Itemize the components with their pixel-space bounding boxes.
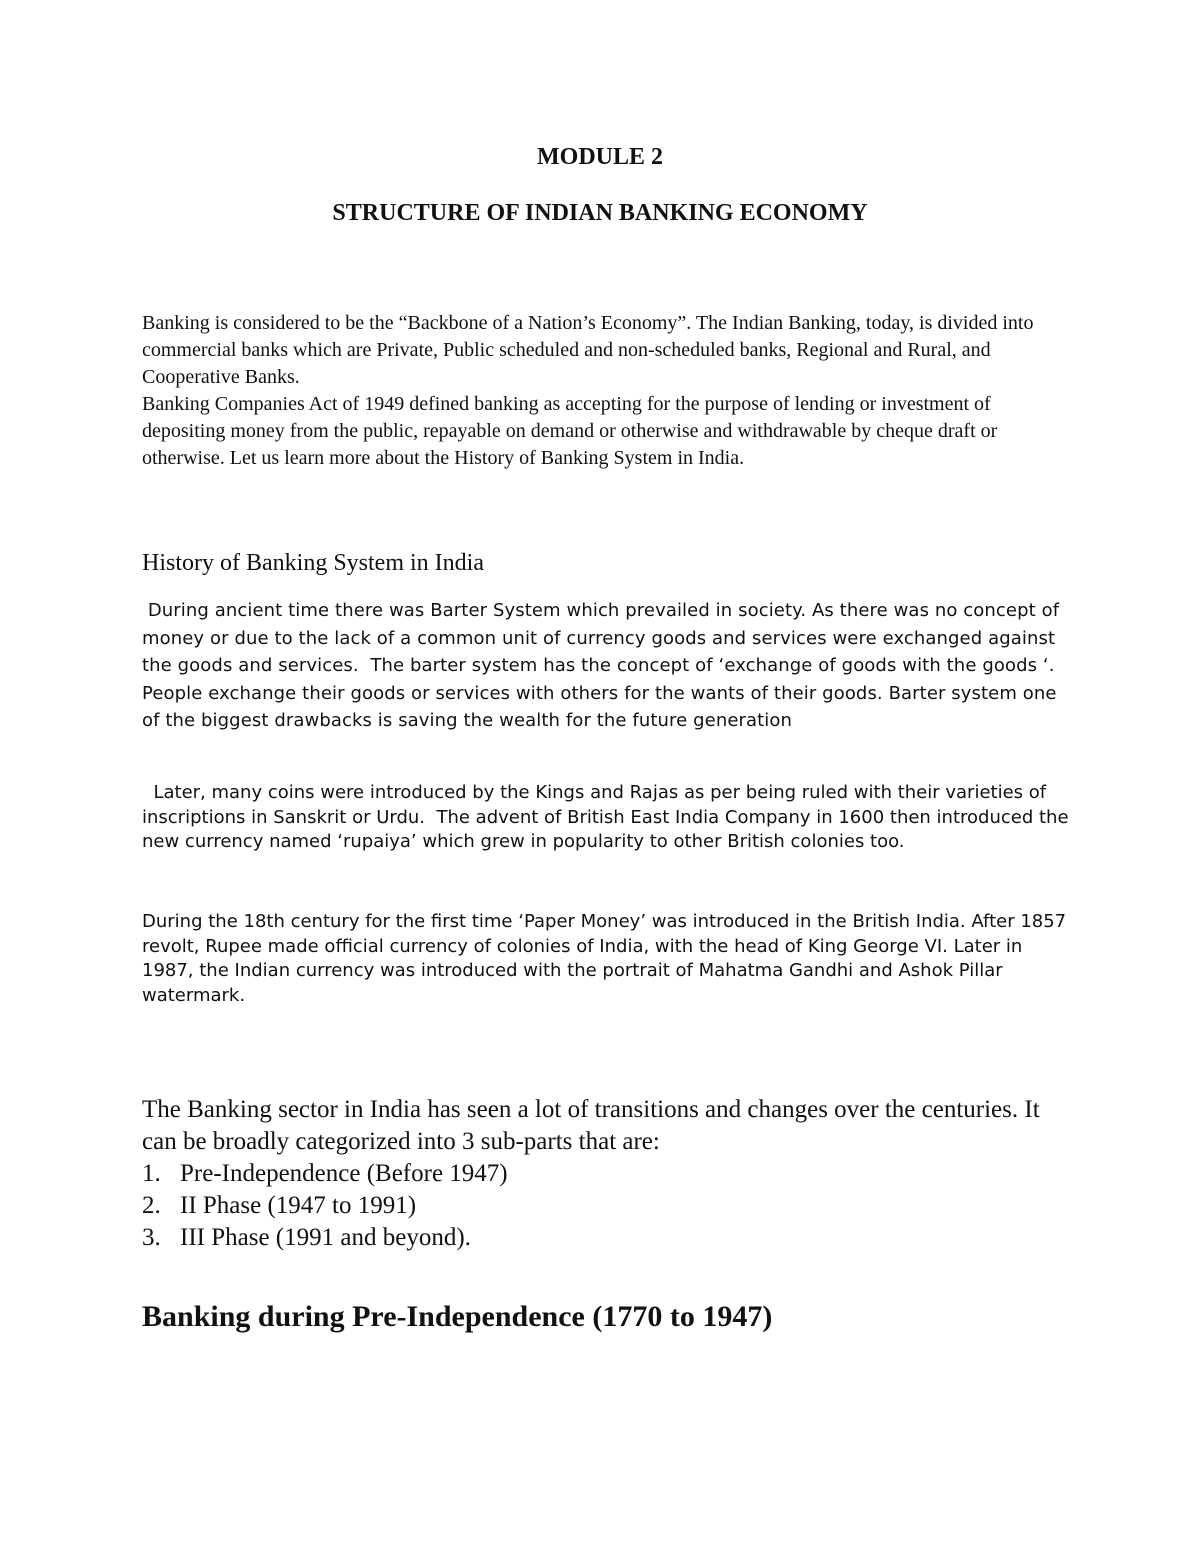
subject-title: STRUCTURE OF INDIAN BANKING ECONOMY — [332, 200, 868, 226]
sector-intro: The Banking sector in India has seen a lot of transitions and changes over the centuries. It can be broadly categorized into 3 sub-parts that are: — [142, 1096, 1040, 1155]
list-item — [142, 1158, 1072, 1190]
list-text: Pre-Independence (Before 1947) — [180, 1160, 508, 1187]
list-item — [142, 1190, 1072, 1222]
list-number: 2. — [142, 1192, 161, 1219]
paper-money-paragraph: During the 18th century for the first time ‘Paper Money’ was introduced in the British India. After 1857 revolt, Rupee made official currency of colonies of India, with the head of King George VI. Later in 1987, the Indian currency was introduced with the portrait of Mahatma Gandhi and Ashok Pillar watermark. — [142, 911, 1067, 1006]
sector-section — [142, 1094, 1072, 1254]
list-text: III Phase (1991 and beyond). — [180, 1224, 471, 1251]
list-number: 3. — [142, 1224, 161, 1251]
coins-paragraph: Later, many coins were introduced by the Kings and Rajas as per being ruled with their varieties of inscriptions in Sanskrit or Urdu. The advent of British East India Company in 1600 then introduced the new currency named ‘rupaiya’ which grew in popularity to other British colonies too. — [142, 782, 1075, 852]
barter-paragraph: During ancient time there was Barter System which prevailed in society. As there was no concept of money or due to the lack of a common unit of currency goods and services were exchanged against the goods and services. The barter system has the concept of ‘exchange of goods with the goods ‘. People exchange their goods or services with others for the wants of their goods. Barter system one of the biggest drawbacks is saving the wealth for the future generation — [142, 600, 1065, 731]
phase-list — [142, 1158, 1072, 1254]
pre-independence-heading: Banking during Pre-Independence (1770 to 1947) — [142, 1300, 773, 1333]
intro-paragraph-2: Banking Companies Act of 1949 defined banking as accepting for the purpose of lending or investment of depositing money from the public, repayable on demand or otherwise and withdrawable by cheque draft or otherwise. Let us learn more about the History of Banking System in India. — [142, 393, 998, 469]
list-item — [142, 1222, 1072, 1254]
intro-section — [142, 310, 1072, 472]
list-number: 1. — [142, 1160, 161, 1187]
list-text: II Phase (1947 to 1991) — [180, 1192, 417, 1219]
module-title: MODULE 2 — [537, 144, 663, 170]
intro-paragraph-1: Banking is considered to be the “Backbone of a Nation’s Economy”. The Indian Banking, today, is divided into commercial banks which are Private, Public scheduled and non-scheduled banks, Regional and Rural, and Cooperative Banks. — [142, 312, 1034, 388]
history-heading: History of Banking System in India — [142, 550, 484, 576]
